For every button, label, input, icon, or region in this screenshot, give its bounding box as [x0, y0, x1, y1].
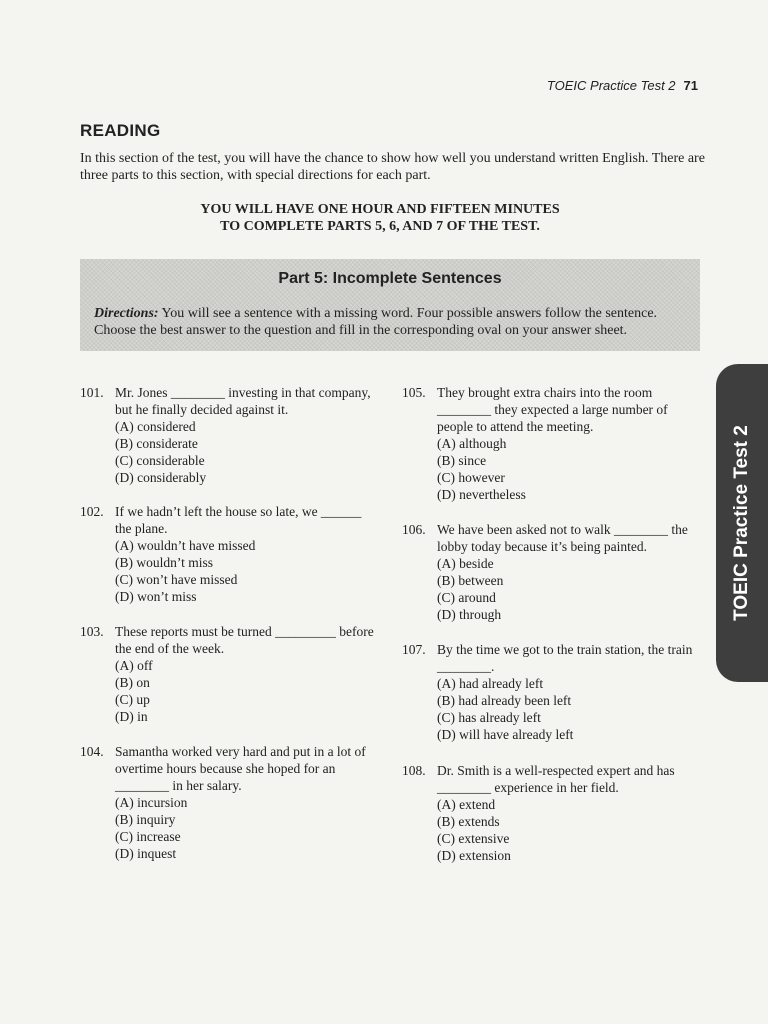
side-tab — [716, 364, 768, 682]
question-text: Samantha worked very hard and put in a lot of overtime hours because she hoped for an ________ in her salary. — [115, 744, 366, 793]
answer-options — [437, 675, 707, 743]
question-text: These reports must be turned _________ before the end of the week. — [115, 624, 374, 656]
directions-text: You will see a sentence with a missing word. Four possible answers follow the sentence. Choose the best answer to the question and fill in the corresponding oval on your answer sheet. — [94, 306, 658, 338]
question-105 — [402, 384, 707, 503]
answer-option[interactable]: (A) off — [115, 658, 153, 673]
answer-option[interactable]: (D) in — [115, 709, 148, 724]
question-number: 107. — [402, 642, 426, 657]
answer-option[interactable]: (A) wouldn’t have missed — [115, 538, 256, 553]
page-number: 71 — [683, 78, 698, 93]
answer-option[interactable]: (B) wouldn’t miss — [115, 555, 214, 570]
question-text: By the time we got to the train station, the train ________. — [437, 642, 693, 674]
time-notice-line: YOU WILL HAVE ONE HOUR AND FIFTEEN MINUTES — [200, 202, 560, 217]
test-title: TOEIC Practice Test 2 — [546, 78, 676, 93]
part-directions — [94, 305, 690, 339]
answer-option[interactable]: (A) had already left — [437, 676, 544, 691]
answer-option[interactable]: (A) considered — [115, 419, 196, 434]
question-number: 108. — [402, 763, 426, 778]
question-number: 103. — [80, 624, 104, 639]
answer-option[interactable]: (A) beside — [437, 556, 494, 571]
answer-option[interactable]: (C) increase — [115, 829, 181, 844]
answer-option[interactable]: (B) on — [115, 675, 150, 690]
question-107 — [402, 641, 707, 743]
question-text: Dr. Smith is a well-respected expert and has ________ experience in her field. — [437, 763, 675, 795]
answer-option[interactable]: (C) extensive — [437, 831, 510, 846]
question-103 — [80, 623, 380, 725]
question-106 — [402, 521, 707, 623]
answer-option[interactable]: (D) inquest — [115, 846, 177, 861]
answer-options — [115, 794, 385, 862]
answer-option[interactable]: (B) had already been left — [437, 693, 572, 708]
answer-option[interactable]: (C) however — [437, 470, 505, 485]
answer-options — [437, 435, 707, 503]
answer-option[interactable]: (B) since — [437, 453, 487, 468]
question-108 — [402, 762, 707, 864]
answer-options — [437, 555, 707, 623]
answer-option[interactable]: (C) has already left — [437, 710, 541, 725]
answer-options — [115, 418, 380, 486]
answer-option[interactable]: (C) around — [437, 590, 496, 605]
answer-option[interactable]: (D) through — [437, 607, 502, 622]
answer-option[interactable]: (C) won’t have missed — [115, 572, 238, 587]
answer-option[interactable]: (B) considerate — [115, 436, 198, 451]
answer-option[interactable]: (D) considerably — [115, 470, 207, 485]
question-text: We have been asked not to walk ________ the lobby today because it’s being painted. — [437, 522, 688, 554]
time-notice-line: TO COMPLETE PARTS 5, 6, AND 7 OF THE TEST. — [220, 219, 540, 234]
time-notice — [100, 201, 660, 235]
question-number: 106. — [402, 522, 426, 537]
question-104 — [80, 743, 385, 862]
question-101 — [80, 384, 380, 486]
answer-option[interactable]: (A) incursion — [115, 795, 188, 810]
answer-option[interactable]: (C) considerable — [115, 453, 205, 468]
answer-options — [115, 537, 380, 605]
section-intro: In this section of the test, you will have the chance to show how well you understand written English. There are three parts to this section, with special directions for each part. — [80, 151, 705, 183]
answer-options — [437, 796, 707, 864]
answer-option[interactable]: (B) inquiry — [115, 812, 176, 827]
answer-option[interactable]: (A) extend — [437, 797, 496, 812]
side-tab-label: TOEIC Practice Test 2 — [731, 425, 752, 621]
question-text: They brought extra chairs into the room ________ they expected a large number of people to attend the meeting. — [437, 385, 668, 434]
question-number: 104. — [80, 744, 104, 759]
question-number: 101. — [80, 385, 104, 400]
part-title: Part 5: Incomplete Sentences — [278, 270, 502, 287]
answer-option[interactable]: (C) up — [115, 692, 150, 707]
answer-option[interactable]: (D) will have already left — [437, 727, 574, 742]
question-text: Mr. Jones ________ investing in that company, but he finally decided against it. — [115, 385, 371, 417]
question-102 — [80, 503, 380, 605]
answer-options — [115, 657, 380, 725]
answer-option[interactable]: (D) extension — [437, 848, 511, 863]
answer-option[interactable]: (A) although — [437, 436, 507, 451]
answer-option[interactable]: (D) nevertheless — [437, 487, 526, 502]
answer-option[interactable]: (D) won’t miss — [115, 589, 197, 604]
section-title: READING — [80, 121, 161, 140]
part-5-box — [80, 259, 700, 351]
directions-lead: Directions: — [94, 306, 159, 321]
page-header — [0, 78, 698, 93]
question-number: 102. — [80, 504, 104, 519]
question-number: 105. — [402, 385, 426, 400]
question-text: If we hadn’t left the house so late, we ______ the plane. — [115, 504, 362, 536]
answer-option[interactable]: (B) extends — [437, 814, 500, 829]
answer-option[interactable]: (B) between — [437, 573, 504, 588]
